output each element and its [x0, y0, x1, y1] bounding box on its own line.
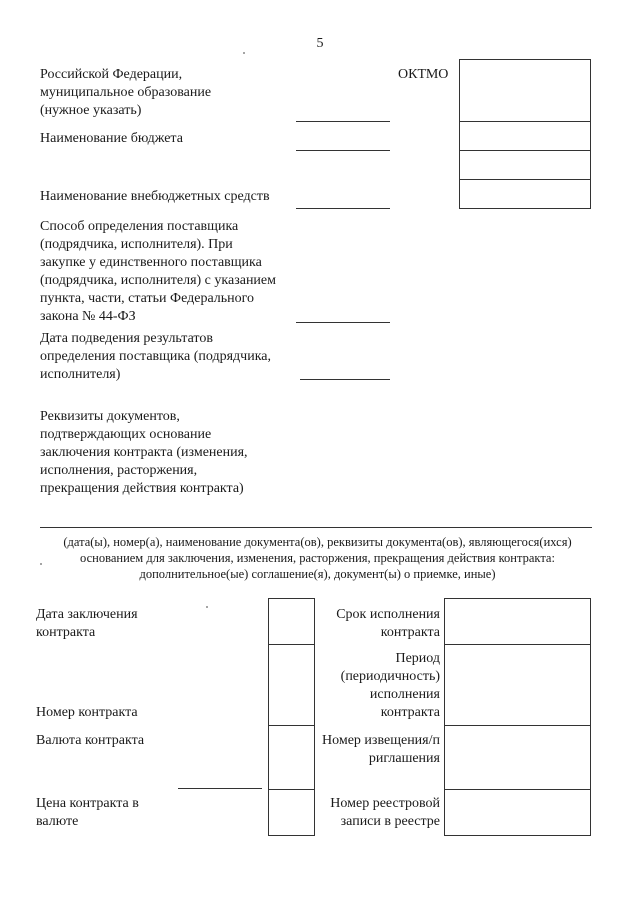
contract-currency-label: Валюта контракта — [36, 733, 145, 748]
oktmo-label: ОКТМО — [398, 67, 449, 82]
supplier-method-label: Способ определения поставщика (подрядчика, исполнителя). При закупке у единственного поставщика (подрядчика, исполнителя) с указанием пункта, части, статьи Федерального закона № 44-ФЗ — [40, 219, 276, 324]
notice-number-label: Номер извещения/приглашения — [322, 733, 440, 766]
results-date-fill-line — [300, 379, 390, 380]
documents-caption: (дата(ы), номер(а), наименование документа(ов), реквизиты документа(ов), являющегося(ихся) основанием для заключения, изменения, расторжения, прекращения действия контракта: дополнительное(ые) соглашение(я), документ(ы) о приемке, иные) — [63, 535, 572, 581]
budget-name-label: Наименование бюджета — [40, 131, 183, 146]
scan-speck — [40, 563, 42, 565]
contract-right-values-box — [444, 598, 591, 836]
documents-fill-line — [40, 527, 592, 528]
supplier-method-fill-line — [296, 322, 390, 323]
budget-fill-line — [296, 150, 390, 151]
documents-details-label: Реквизиты документов, подтверждающих основание заключения контракта (изменения, исполнения, расторжения, прекращения действия контракта) — [40, 409, 248, 496]
results-date-label: Дата подведения результатов определения поставщика (подрядчика, исполнителя) — [40, 331, 271, 382]
federation-fill-line — [296, 121, 390, 122]
registry-number-label: Номер реестровой записи в реестре — [330, 796, 440, 829]
page-number: 5 — [316, 36, 324, 51]
extrabudget-row-divider — [459, 179, 591, 180]
currency-fill-line — [178, 788, 262, 789]
left-box-divider-1 — [268, 644, 315, 645]
extrabudget-label: Наименование внебюджетных средств — [40, 189, 270, 204]
scan-speck — [243, 52, 245, 54]
contract-left-values-box — [268, 598, 315, 836]
extrabudget-fill-line — [296, 208, 390, 209]
right-box-divider-1 — [444, 644, 591, 645]
right-box-divider-3 — [444, 789, 591, 790]
contract-price-label: Цена контракта в валюте — [36, 796, 139, 829]
left-box-divider-3 — [268, 789, 315, 790]
contract-period-label: Период (периодичность) исполнения контракта — [340, 651, 440, 720]
federation-label: Российской Федерации, муниципальное образование (нужное указать) — [40, 67, 212, 118]
left-box-divider-2 — [268, 725, 315, 726]
oktmo-code-box — [459, 59, 591, 209]
scan-speck — [206, 606, 208, 608]
contract-term-label: Срок исполнения контракта — [336, 607, 440, 640]
right-box-divider-2 — [444, 725, 591, 726]
contract-number-label: Номер контракта — [36, 705, 138, 720]
budget-row-divider — [459, 150, 591, 151]
contract-date-label: Дата заключения контракта — [36, 607, 138, 640]
oktmo-row-divider — [459, 121, 591, 122]
